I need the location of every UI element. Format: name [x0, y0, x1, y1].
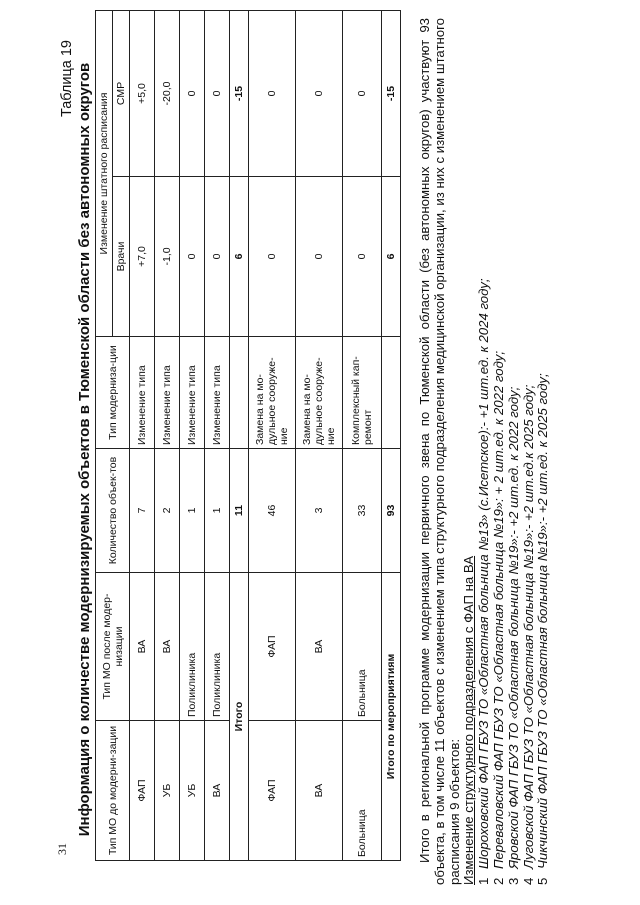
cell-count: 46 [249, 449, 296, 573]
cell-smr: -20,0 [155, 11, 180, 177]
text-block [418, 18, 551, 885]
facility-list [477, 18, 551, 885]
header-type-before: Тип МО до модерни-зации [96, 721, 130, 861]
list-item-text: Чикчинский ФАП ГБУЗ ТО «Областная больница №19»:- +2 шт.ед. к 2025 году; [535, 373, 551, 869]
cell-type-before: Больница [343, 721, 382, 861]
cell-mod-type: Изменение типа [180, 337, 205, 449]
summary-paragraph: Итого в региональной программе модернизации первичного звена по Тюменской области (без автономных округов) участвуют 93 объекта, в том числе 11 объектов с изменением типа структурного подразделения медицинской организации, из них с изменением штатного расписания 9 объектов: [417, 18, 462, 885]
list-item [522, 18, 537, 885]
cell-doctors: +7,0 [130, 177, 155, 337]
list-item [507, 18, 522, 885]
cell-doctors: -1,0 [155, 177, 180, 337]
list-item-number: 2 [490, 877, 506, 885]
table-row [205, 11, 230, 861]
cell-mod-type: Замена на мо-дульное сооруже-ние [296, 337, 343, 449]
cell-type-after: ВА [296, 573, 343, 721]
cell-count: 11 [230, 449, 249, 573]
cell-count: 3 [296, 449, 343, 573]
header-count: Количество объек-тов [96, 449, 130, 573]
page-number: 31 [55, 843, 69, 855]
cell-doctors: 6 [382, 177, 401, 337]
table-row-subtotal [230, 11, 249, 861]
list-item-text: Луговской ФАП ГБУЗ ТО «Областная больница №19»:- +2 шт.ед.к 2025 году; [520, 384, 536, 869]
list-item-text: Яровской ФАП ГБУЗ ТО «Областная больница №19»:- +2 шт.ед. к 2022 году; [505, 386, 521, 869]
list-item-text: Шороховский ФАП ГБУЗ ТО «Областная больница №13» (с.Исетское):- +1 шт.ед. к 2024 году; [476, 278, 492, 869]
cell-empty [382, 337, 401, 449]
table-row [343, 11, 382, 861]
table-row [249, 11, 296, 861]
table-row-total [382, 11, 401, 861]
cell-count: 33 [343, 449, 382, 573]
cell-type-before: УБ [155, 721, 180, 861]
cell-smr: 0 [180, 11, 205, 177]
header-staff-change: Изменение штатного расписания [96, 11, 113, 337]
cell-doctors: 0 [249, 177, 296, 337]
list-item-number: 3 [505, 877, 521, 885]
cell-doctors: 0 [205, 177, 230, 337]
cell-total-label: Итого по мероприятиям [382, 573, 401, 861]
cell-type-before: ФАП [249, 721, 296, 861]
header-type-after: Тип МО после модер-низации [96, 573, 130, 721]
cell-count: 1 [180, 449, 205, 573]
list-item-number: 4 [520, 877, 536, 885]
cell-smr: -15 [382, 11, 401, 177]
cell-smr: 0 [249, 11, 296, 177]
list-item [492, 18, 507, 885]
cell-mod-type: Изменение типа [155, 337, 180, 449]
cell-doctors: 6 [230, 177, 249, 337]
cell-empty [230, 337, 249, 449]
cell-type-after: ВА [130, 573, 155, 721]
cell-type-before: УБ [180, 721, 205, 861]
cell-doctors: 0 [343, 177, 382, 337]
header-doctors: Врачи [113, 177, 130, 337]
cell-count: 1 [205, 449, 230, 573]
list-item-number: 5 [535, 877, 551, 885]
list-item-text: Переваловский ФАП ГБУЗ ТО «Областная больница №19»: + 2 шт.ед. к 2022 году; [490, 350, 506, 869]
cell-smr: 0 [343, 11, 382, 177]
cell-smr: 0 [205, 11, 230, 177]
cell-type-before: ВА [205, 721, 230, 861]
cell-type-after: Поликлиника [180, 573, 205, 721]
cell-mod-type: Комплексный кап-ремонт [343, 337, 382, 449]
cell-doctors: 0 [296, 177, 343, 337]
header-smr: СМР [113, 11, 130, 177]
cell-smr: 0 [296, 11, 343, 177]
cell-type-after: Поликлиника [205, 573, 230, 721]
table-row [296, 11, 343, 861]
cell-type-before: ФАП [130, 721, 155, 861]
cell-count: 2 [155, 449, 180, 573]
cell-subtotal-label: Итого [230, 573, 249, 861]
list-item-number: 1 [476, 877, 492, 885]
modernization-table [95, 10, 401, 861]
cell-type-after: ВА [155, 573, 180, 721]
cell-type-after: Больница [343, 573, 382, 721]
table-row [180, 11, 205, 861]
cell-type-before: ВА [296, 721, 343, 861]
cell-mod-type: Изменение типа [130, 337, 155, 449]
cell-mod-type: Замена на мо-дульное сооруже-ние [249, 337, 296, 449]
list-item [477, 18, 492, 885]
table-number: Таблица 19 [59, 40, 75, 118]
cell-mod-type: Изменение типа [205, 337, 230, 449]
table-title: Информация о количестве модернизируемых объектов в Тюменской области без автономных округов [76, 62, 93, 837]
cell-count: 93 [382, 449, 401, 573]
cell-type-after: ФАП [249, 573, 296, 721]
section-heading: Изменение структурного подразделения с ФАП на ВА [461, 555, 477, 885]
table-row [130, 11, 155, 861]
cell-smr: -15 [230, 11, 249, 177]
cell-smr: +5,0 [130, 11, 155, 177]
cell-doctors: 0 [180, 177, 205, 337]
cell-count: 7 [130, 449, 155, 573]
header-mod-type: Тип модерниза-ции [96, 337, 130, 449]
list-item [536, 18, 551, 885]
table-row [155, 11, 180, 861]
